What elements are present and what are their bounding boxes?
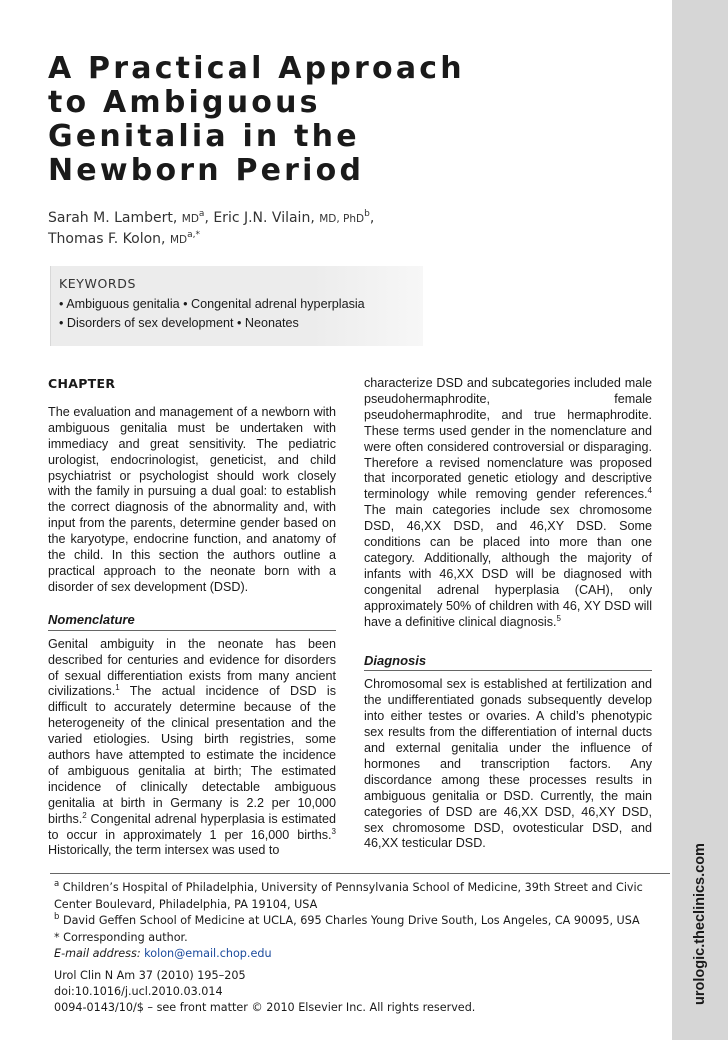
author-3-credentials: MD: [169, 234, 188, 246]
author-3-name: Thomas F. Kolon,: [48, 231, 170, 247]
author-1-credentials: MD: [181, 213, 199, 225]
email-link[interactable]: kolon@email.chop.edu: [144, 947, 272, 961]
diagnosis-paragraph: Chromosomal sex is established at fertilization and the undifferentiated gonads subsequently develop into either testes or ovaries. A child’s phenotypic sex results from the differentiation of internal ducts and external genitalia under the influence of hormones and transcription factors. Any discordance among these processes results in ambiguous genitalia or DSD. Currently, the main categories of DSD are 46,XX DSD, 46,XY DSD, sex chromosome DSD, ovotesticular DSD, and 46,XX testicular DSD.: [364, 677, 652, 851]
journal-citation: Urol Clin N Am 37 (2010) 195–205: [54, 969, 246, 982]
corresponding-author-note: * Corresponding author.: [54, 930, 188, 944]
reference-3: 3: [331, 826, 336, 836]
chapter-heading: CHAPTER: [48, 376, 116, 391]
reference-4: 4: [647, 486, 652, 496]
affiliation-a: $^a$ Children’s Hospital of Philadelphia, University of Pennsylvania School of Medicine, 39th Street and Civic: [54, 879, 643, 894]
chapter-paragraph: The evaluation and management of a newborn with ambiguous genitalia must be undertaken with immediacy and great sensitivity. The pediatric urologist, endocrinologist, geneticist, and child psychiatrist or psychologist should work closely with the family in pursuing a dual goal: to establish the correct diagnosis of the abnormality and, with input from the parents, determine gender based on the karyotype, endocrine function, and anatomy of the child. In this section the authors outline a practical approach to the neonate born with a disorder of sex development (DSD).: [48, 404, 336, 594]
reference-1: 1: [115, 683, 120, 693]
journal-website-url: urologic.theclinics.com: [692, 843, 708, 1005]
copyright-notice: 0094-0143/10/$ – see front matter © 2010 Elsevier Inc. All rights reserved.: [54, 1000, 476, 1014]
article-title: [48, 52, 648, 188]
affiliation-b: $^b$ David Geffen School of Medicine at UCLA, 695 Charles Young Drive South, Los Angeles, CA 90095, USA: [54, 912, 640, 928]
title-line-4: Newborn Period: [48, 153, 365, 188]
title-line-1: A Practical Approach: [48, 51, 465, 86]
nomenclature-heading: Nomenclature: [48, 612, 336, 631]
author-1-affiliation: a: [198, 209, 205, 219]
keywords-box: [50, 266, 423, 346]
diagnosis-heading: Diagnosis: [364, 653, 652, 672]
author-line-1: Sarah M. Lambert, $MD^a$, Eric J.N. Vilain, MD, PhD$^b$,: [48, 209, 375, 226]
email-line: [54, 946, 664, 963]
right-column: [364, 376, 652, 852]
keywords-line-2: • Disorders of sex development • Neonates: [59, 316, 299, 330]
email-label: E-mail address:: [54, 947, 145, 961]
author-list: [48, 208, 588, 250]
doi[interactable]: doi:10.1016/j.ucl.2010.03.014: [54, 984, 223, 998]
reference-5: 5: [556, 613, 561, 623]
nomenclature-continued-paragraph: characterize DSD and subcategories included male pseudohermaphrodite, female pseudohermaphrodite, and true hermaphrodite. These terms used gender in the nomenclature and were often considered controversial or disparaging. Therefore a revised nomenclature was proposed that incorporated genetic etiology and descriptive terminology while removing gender references.$^4$ The main categories include sex chromosome DSD, 46,XX DSD, and 46,XY DSD. Some conditions can be placed into more than one category. Additionally, although the majority of infants with 46,XX DSD will be diagnosed with congenital adrenal hyperplasia (CAH), only approximately 50% of children with 46, XY DSD will have a definitive clinical diagnosis.$^5$: [364, 376, 652, 629]
author-3-affiliation: a,*: [187, 230, 200, 240]
reference-2: 2: [82, 810, 87, 820]
author-2-name: , Eric J.N. Vilain,: [204, 210, 320, 226]
footnotes: [54, 880, 664, 963]
author-line-2: [48, 229, 588, 250]
keywords-heading: KEYWORDS: [59, 276, 136, 291]
title-line-2: to Ambiguous: [48, 85, 321, 120]
author-2-credentials: MD, PhD: [319, 213, 365, 225]
left-column: [48, 376, 336, 859]
footnote-divider: [50, 873, 670, 874]
affiliation-a-continued: Center Boulevard, Philadelphia, PA 19104, USA: [54, 897, 318, 911]
nomenclature-paragraph: Genital ambiguity in the neonate has been described for centuries and evidence for disorders of sexual differentiation exists from many ancient civilizations.$^1$ The actual incidence of DSD is difficult to accurately determine because of the heterogeneity of the clinical presentation and the varied etiologies. Using birth registries, some authors have attempted to estimate the incidence of ambiguous genitalia at birth; The estimated incidence of clinically detectable ambiguous genitalia at birth in Germany is 2.2 per 10,000 births.$^2$ Congenital adrenal hyperplasia is estimated to occur in approximately 1 per 16,000 births.$^3$ Historically, the term intersex was used to: [48, 636, 336, 858]
author-1-name: Sarah M. Lambert,: [48, 210, 182, 226]
citation-block: [54, 968, 664, 1015]
title-line-3: Genitalia in the: [48, 119, 360, 154]
author-2-affiliation: b: [364, 209, 370, 219]
keywords-line-1: • Ambiguous genitalia • Congenital adrenal hyperplasia: [59, 297, 365, 311]
